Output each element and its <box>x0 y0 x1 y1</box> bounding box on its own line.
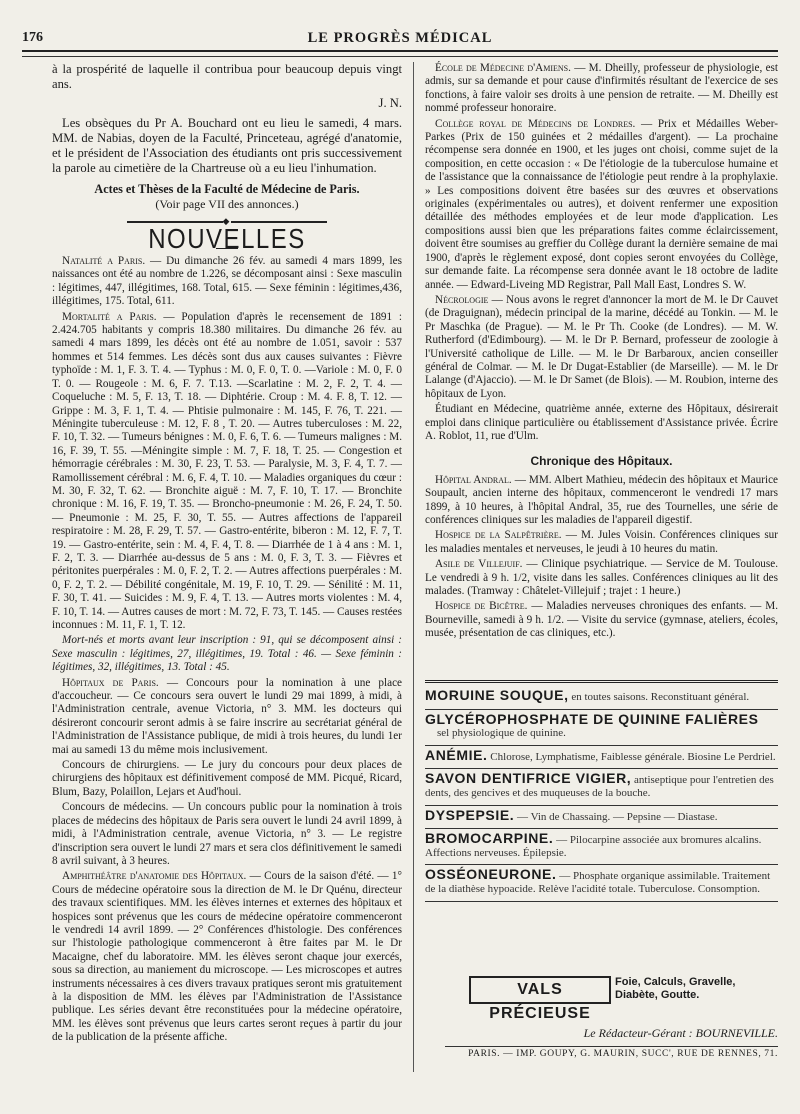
natalite-heading: Natalité a Paris. <box>62 255 146 268</box>
amiens-text: — M. Dheilly, professeur de physiologie, est admis, sur sa demande et pour cause d'infirmités résultant de l'exercice de ses fonctions, à faire valoir ses droits à une pension de retraite. — M. Dheilly est nommé professeur honoraire. <box>425 62 779 115</box>
header-rule <box>22 56 778 57</box>
right-column <box>425 62 778 643</box>
ad-name: BROMOCARPINE. <box>425 830 554 847</box>
lead-text-2: Les obsèques du Pr A. Bouchard ont eu lieu le samedi, 4 mars. MM. de Nabias, doyen de la Faculté, Princeteau, agrégé d'anatomie, et le président de l'Association des étudiants ont pris successivement la parole au cimetière de la Chartreuse où a eu lieu l'inhumation. <box>52 115 402 176</box>
ad-text: Chlorose, Lymphatisme, Faiblesse générale. Biosine Le Perdriel. <box>490 750 776 763</box>
londres-paragraph <box>425 118 778 292</box>
ad-name: DYSPEPSIE. <box>425 806 515 823</box>
mortalite-heading: Mortalité a Paris. <box>62 310 157 323</box>
ad-osseoneurone <box>425 865 778 901</box>
obituary-continuation <box>52 62 402 176</box>
ad-dyspepsie <box>425 806 778 830</box>
villejuif-heading: Asile de Villejuif. <box>435 558 523 571</box>
mortalite-text: — Population d'après le recensement de 1891 : 2.424.705 habitants y compris 18.380 militaires. Du dimanche 26 fév. au samedi 4 mars 1899, les décès ont été au nombre de 1.051, savoir : 537 hommes et 514 femmes. Les décès sont dus aux causes suivantes : Fièvre typhoïde : M. 1, F. 3. T. 4. — Typhus : M. 0, F. 0, T. 0. —Variole : M. 0, F. 0 T. 0. — Rougeole : M. 6, F. 7. T.13. —Scarlatine : M. 2, F. 2, T. 4. — Coqueluche : M. 5, F. 13, T. 18. — Diphtérie. Croup : M. 4. F. 8, T. 12. — Grippe : M. 3, F. 1, T. 4. — Phtisie pulmonaire : M. 145, F. 76, T. 221. — Méningite tuberculeuse : M. 12, F. 8 , T. 20. — Autres tuberculoses : M. 22, F. 10, T. 32. — Tumeurs bénignes : M. 0, F. 6, T. 6. — Tumeurs malignes : M. 16, F. 39, T. 55. —Méningite simple : M. 7, F. 18, T. 25. — Congestion et hémorragie cérébrales : M. 30, F. 23, T. 53. — Paralysie, M. 3, F. 4, T. 7. — Ramollissement cérébral : M. 6, F. 4, T. 10. — Maladies organiques du cœur : M. 30, F. 32, T. 62. — Bronchite aiguë : M. 7, F. 10, T. 17. — Bronchite chronique : M. 16, F. 19, T. 35. — Broncho-pneumonie : M. 26, F. 24, T. 50. — Pneumonie : M. 25, F. 30, T. 55. — Autres affections de l'appareil respiratoire : M. 28, F. 29, T. 57. — Gastro-entérite, biberon : M. 12, F. 7, T. 19. — Gastro-entérite, sein : M. 4, F. 4, T. 8. — Diarrhée de 1 à 4 ans : M. 1, F. 2, T. 3. — Diarrhée au-dessus de 5 ans : M. 0, F. 3, T. 3. — Fièvres et péritonites puerpérales : M. 0, F. 2, T. 2. — Autres affections puerpérales : M. 0, F. 2, T. 2. — Débilité congénitale, M. 19, F. 10, T. 29. — Sénilité : M. 11, F. 30, T. 41. — Suicides : M. 9, F. 4, T. 13. — Autres morts violentes : M. 4, F. 10, T. 14. — Autres causes de mort : M. 72, F. 73, T. 145. — Causes restées inconnues : M. 11, F. 1, T. 12. <box>52 310 403 632</box>
villejuif-text: — Clinique psychiatrique. — Service de M. Toulouse. Le vendredi à 9 h. 1/2, visite dans les salles. Conférences cliniques au lit des malades. (Tramway : Châtelet-Villejuif ; trajet : 1 heure.) <box>425 558 779 598</box>
vals-text <box>615 976 735 1002</box>
ad-text: — Phosphate organique assimilable. Traitement de la diathèse hypoacide. Relève l'acidité totale. Tuberculose. Consomption. <box>425 870 771 895</box>
bicetre-text: — Maladies nerveuses chroniques des enfants. — M. Bourneville, samedi à 9 h. 1/2. — Visite du service (gymnase, ateliers, écoles, musée, présentation de cas cliniques, etc.). <box>425 600 779 640</box>
natalite-text: — Du dimanche 26 fév. au samedi 4 mars 1899, les naissances ont été au nombre de 1.226, se décomposant ainsi : Sexe masculin : légitimes, 447, illégitimes, 168. Total, 615. — Sexe féminin : légitimes,436, illégitimes, 175. Total, 611. <box>52 255 402 308</box>
ad-anemie <box>425 746 778 770</box>
bicetre-heading: Hospice de Bicêtre. <box>435 600 528 613</box>
londres-text: — Prix et Médailles Weber-Parkes (Prix de 150 guinées et 2 médailles d'argent). — La prochaine récompense sera donnée en 1900, et les juges ont choisi, comme sujet de la composition, en cette occasion : « De l'étiologie de la tuberculose humaine et de l'assistance que la connaissance de l'étiologie peut rendre à la prophylaxie. » Les compositions doivent être basées sur des œuvres et observations originales (expérimentales ou autres), et doivent renfermer une exposition détaillée des méthodes employées et de leur mode d'application. Les compositions aussi bien que les préparations faites comme éclaircissement, doivent être soumises au greffier du Collège durant la dernière semaine de mai 1900, d'après le règlement exposé, dont copies seront envoyées du Collège, sur demande faite. La récompense sera donnée avant le 18 octobre de ladite année. — Edward-Liveing MD Registrar, Pall Mall East, Londres S. W. <box>425 117 779 291</box>
mortalite-paragraph <box>52 311 402 633</box>
vals-line-2: Diabète, Goutte. <box>615 989 700 1001</box>
chirurgiens-paragraph: Concours de chirurgiens. — Le jury du concours pour deux places de chirurgiens des hôpitaux est définitivement composé de MM. Picqué, Ricard, Blum, Bazy, Polaillon, Lejars et Aud'houi. <box>52 759 402 798</box>
printer-line: PARIS. — IMP. GOUPY, G. MAURIN, SUCC', RUE DE RENNES, 71. <box>468 1049 778 1059</box>
ad-name: OSSÉONEURONE. <box>425 866 557 883</box>
mortnes-paragraph: Mort-nés et morts avant leur inscription : 91, qui se décomposent ainsi : Sexe masculin : légitimes, 27, illégitimes, 19. Total : 46. — Sexe féminin : légitimes, 32, illégitimes, 13. Total : 45. <box>52 634 402 674</box>
andral-paragraph <box>425 474 778 528</box>
ad-moruine <box>425 686 778 710</box>
ad-text: sel physiologique de quinine. <box>437 727 566 740</box>
chronique-heading: Chronique des Hôpitaux. <box>530 454 673 469</box>
ad-glycerophosphate <box>425 710 778 746</box>
amiens-paragraph <box>425 62 778 116</box>
lead-text-1: à la prospérité de laquelle il contribua pour beaucoup depuis vingt ans. <box>52 62 402 92</box>
theses-subtitle: (Voir page VII des annonces.) <box>155 196 299 211</box>
andral-text: — MM. Albert Mathieu, médecin des hôpitaux et Maurice Soupault, ancien interne des hôpitaux, commenceront le vendredi 17 mars 1899, à 10 heures, à l'hôpital Andral, 35, rue des Tournelles, une série de conférences cliniques sur les maladies de l'appareil digestif. <box>425 473 778 526</box>
page-number: 176 <box>22 30 43 45</box>
londres-heading: Collège royal de Médecins de Londres. <box>435 117 636 130</box>
lead-signature: J. N. <box>378 96 402 111</box>
medecins-paragraph: Concours de médecins. — Un concours public pour la nomination à trois places de médecins des hôpitaux de Paris sera ouvert le lundi 24 avril 1899, à midi, à l'Administration centrale, avenue Victoria, n° 3. — Le registre d'inscription sera ouvert le lundi 27 mars et sera clos définitivement le samedi 8 avril suivant, à 3 heures. <box>52 801 402 867</box>
ad-name: SAVON DENTIFRICE VIGIER, <box>425 770 632 787</box>
hopitaux-paragraph <box>52 677 402 757</box>
amiens-heading: École de Médecine d'Amiens. <box>435 62 571 74</box>
left-column <box>52 62 402 1047</box>
natalite-paragraph <box>52 255 402 309</box>
redacteur-gerant: Le Rédacteur-Gérant : BOURNEVILLE. <box>583 1026 778 1040</box>
salpetriere-heading: Hospice de la Salpêtrière. <box>435 529 562 542</box>
amphi-text: — Cours de la saison d'été. — 1° Cours de médecine opératoire sous la direction de M. le Dr Quénu, directeur des travaux scientifiques. MM. les élèves internes et externes des hôpitaux et hospices sont prévenus que les cours de médecine opératoire commenceront le vendredi 14 avril 1899. — 2° Conférences d'histologie. Des conférences sur l'histologie pathologique commenceront à être faites par M. le Dr Macaigne, chef du laboratoire. MM. les élèves seront chaque jour exercés, sous sa direction, au maniement du microscope. — Les microscopes et autres instruments nécessaires à ces divers travaux pratiques seront mis gratuitement à la disposition de MM. les élèves par l'Administration de l'Assistance publique. Les séries devant être reconstituées pour la médecine opératoire, MM. les élèves sont prévenus que leurs cartes seront reçues à partir du jour de la publication de la présente affiche. <box>52 870 402 1044</box>
amphi-paragraph <box>52 870 402 1044</box>
villejuif-paragraph <box>425 558 778 598</box>
necrologie-text: — Nous avons le regret d'annoncer la mort de M. le Dr Cauvet (de Draguignan), médecin principal de la marine, décédé au Tonkin. — M. le Pr Maschka (de Prague). — M. le Pr Th. Cooke (de Londres). — M. W. Rutherford (d'Edimbourg). — M. le Dr P. Bernard, professeur de zoologie à l'Université catholique de Lille. — M. le Dr Barbaroux, ancien conseiller général de Colmar. — M. le Dr Dugat-Establier (de Marseille). — M. le Dr Lalange (d'Ajaccio). — M. le Dr Samet (de Blois). — M. Roubion, interne des hôpitaux de Lyon. <box>425 293 778 400</box>
printer-rule <box>445 1046 778 1047</box>
hopitaux-text: — Concours pour la nomination à une place d'accoucheur. — Ce concours sera ouvert le lundi 29 mai 1899, à midi, à l'Administration centrale, avenue Victoria, n° 3. MM. les docteurs qui désireront concourir seront admis à se faire inscrire au secrétariat général de l'Administration de l'Assistance publique, de midi à trois heures, du lundi 1er mai au samedi 13 du même mois inclusivement. <box>52 676 402 756</box>
ad-name: MORUINE SOUQUE, <box>425 687 569 703</box>
salpetriere-text: — M. Jules Voisin. Conférences cliniques sur les maladies mentales et nerveuses, le jeudi à 10 heures du matin. <box>425 529 778 555</box>
andral-heading: Hôpital Andral. <box>435 473 512 486</box>
bicetre-paragraph <box>425 600 778 640</box>
necrologie-heading: Nécrologie <box>435 293 489 306</box>
ad-name: GLYCÉROPHOSPHATE DE QUININE FALIÈRES <box>425 710 759 727</box>
ad-text: en toutes saisons. Reconstituant général. <box>571 691 750 703</box>
vals-line-1: Foie, Calculs, Gravelle, <box>615 976 736 988</box>
ad-text: antiseptique pour l'entretien des dents, des gencives et des muqueuses de la bouche. <box>425 774 774 799</box>
ad-name: ANÉMIE. <box>425 746 488 763</box>
ad-vals <box>425 972 778 1022</box>
nouvelles-heading: NOUVELLES <box>148 223 306 255</box>
ad-savon <box>425 769 778 805</box>
advertisements <box>425 680 778 902</box>
salpetriere-paragraph <box>425 529 778 556</box>
column-divider <box>413 62 414 1072</box>
journal-title: LE PROGRÈS MÉDICAL <box>307 30 493 46</box>
ad-bromocarpine <box>425 829 778 865</box>
vals-box: VALS PRÉCIEUSE <box>469 976 611 1004</box>
theses-title: Actes et Thèses de la Faculté de Médecine de Paris. <box>94 182 360 197</box>
etudiant-paragraph: Étudiant en Médecine, quatrième année, externe des Hôpitaux, désirerait emploi dans clinique particulière ou établissement d'Assistance privée. Écrire A. Roblot, 11, rue d'Ulm. <box>425 403 778 442</box>
amphi-heading: Amphithéâtre d'anatomie des Hôpitaux. <box>62 870 247 883</box>
necrologie-paragraph <box>425 294 778 401</box>
hopitaux-heading: Hôpitaux de Paris. <box>62 676 159 689</box>
ornament-divider: ◆ <box>52 215 402 228</box>
page-header <box>22 30 778 52</box>
ad-text: — Vin de Chassaing. — Pepsine — Diastase. <box>517 810 718 823</box>
ad-text: — Pilocarpine associée aux bromures alcalins. Affections nerveuses. Épilepsie. <box>425 834 762 859</box>
